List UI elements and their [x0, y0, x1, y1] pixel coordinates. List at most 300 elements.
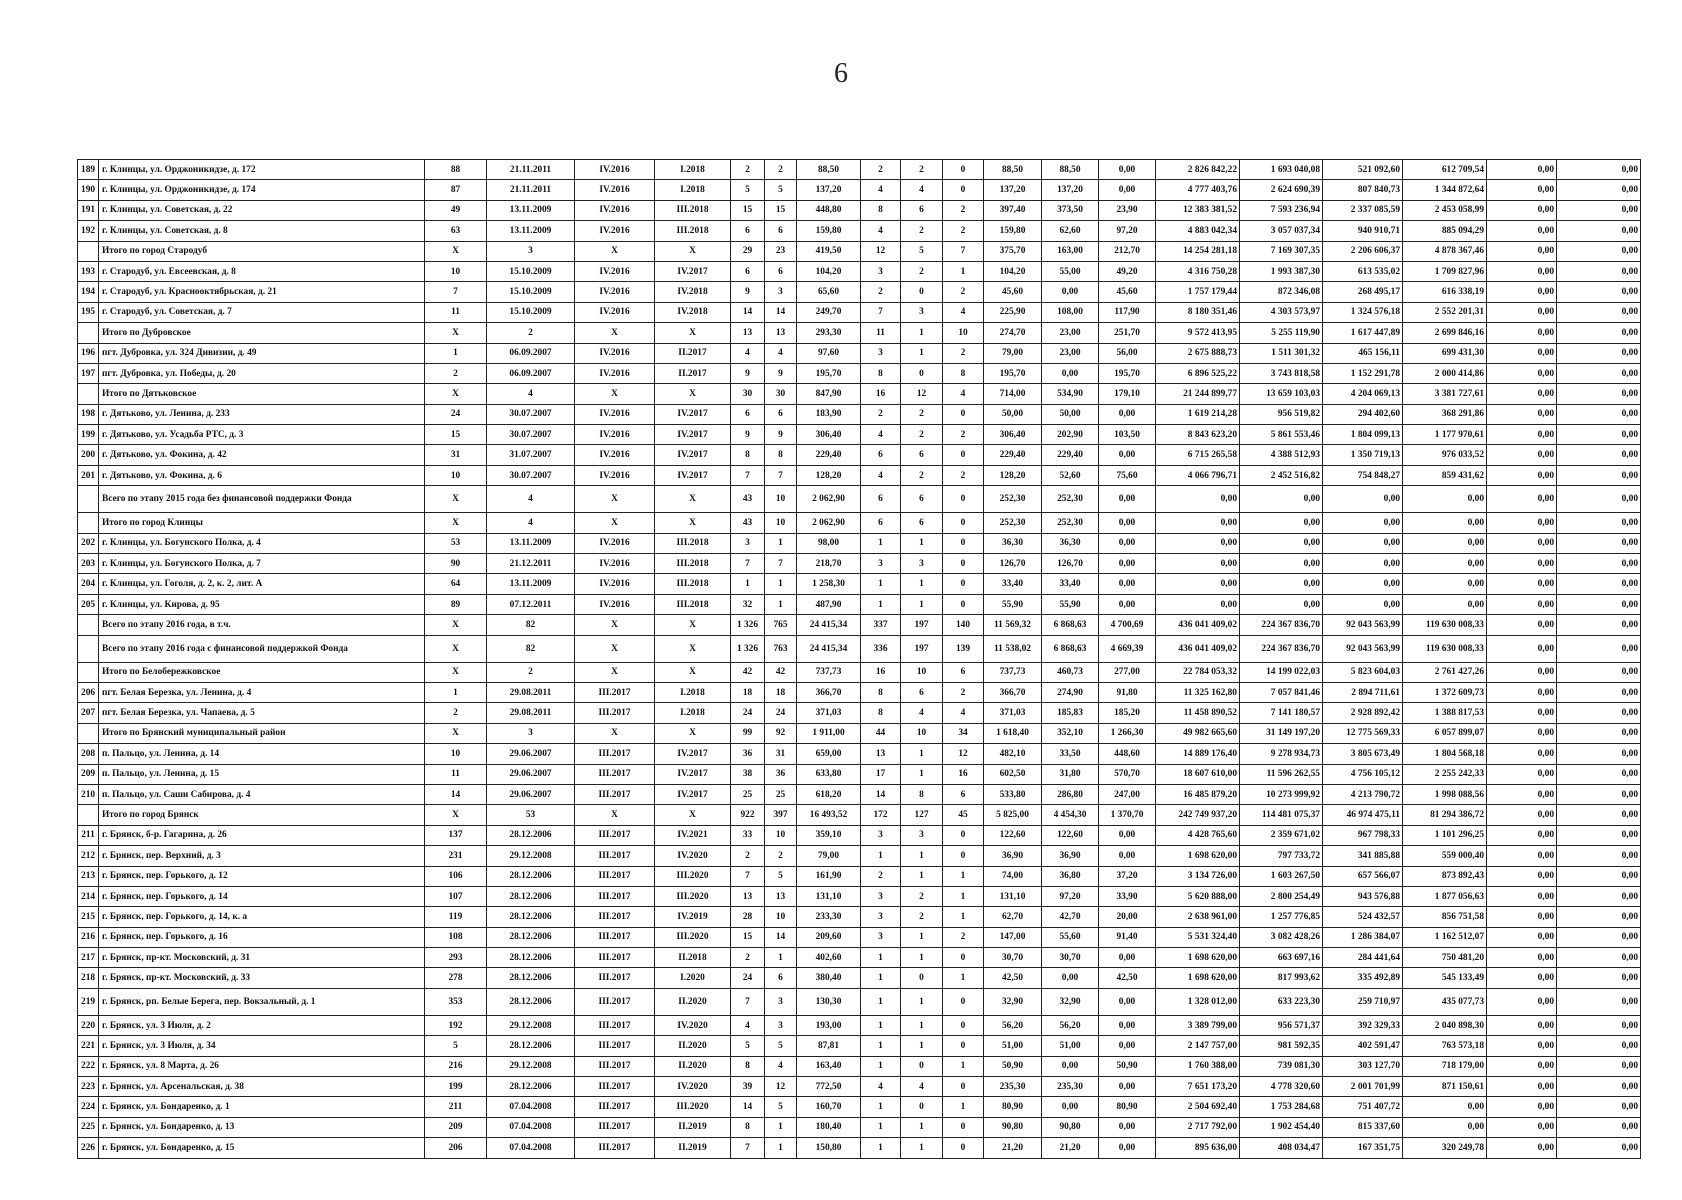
cell-area-total: 487,90	[797, 594, 861, 614]
cell-area-private: 137,20	[1042, 180, 1099, 200]
cell-residents-relocated: 765	[765, 615, 797, 635]
cell-cost-local: 1 162 512,07	[1403, 927, 1487, 947]
cell-residents-relocated: 1	[765, 533, 797, 553]
cell-area-municipal: 1 370,70	[1099, 805, 1156, 825]
cell-row-number: 192	[78, 221, 99, 241]
cell-doc-date: 13.11.2009	[487, 221, 575, 241]
cell-plan-end: II.2019	[655, 1117, 731, 1137]
cell-rooms-private: 1	[901, 574, 943, 594]
cell-cost-region: 284 441,64	[1323, 948, 1403, 968]
cell-doc-date: 28.12.2006	[487, 927, 575, 947]
cell-cost-fund: 2 624 690,39	[1240, 180, 1323, 200]
cell-cost-extra: 0,00	[1487, 1077, 1557, 1097]
cell-address: г. Брянск, ул. 3 Июля, д. 34	[99, 1036, 425, 1056]
cell-cost-fund: 872 346,08	[1240, 282, 1323, 302]
cell-residents-total: 14	[731, 1097, 765, 1117]
cell-rooms-municipal: 1	[943, 907, 984, 927]
cell-rooms-private: 10	[901, 662, 943, 682]
cell-area-private: 62,60	[1042, 221, 1099, 241]
cell-doc-date: 4	[487, 486, 575, 513]
cell-doc-number: 10	[425, 465, 487, 485]
cell-residents-total: 28	[731, 907, 765, 927]
cell-cost-other: 0,00	[1557, 425, 1641, 445]
cell-cost-local: 0,00	[1403, 513, 1487, 533]
cell-area-municipal: 0,00	[1099, 948, 1156, 968]
table-row	[78, 425, 1641, 445]
cell-row-number: 205	[78, 594, 99, 614]
cell-rooms-municipal: 1	[943, 1056, 984, 1076]
cell-area-total: 359,10	[797, 825, 861, 845]
cell-area-private: 229,40	[1042, 445, 1099, 465]
cell-residents-total: 99	[731, 723, 765, 743]
cell-residents-total: 14	[731, 302, 765, 322]
cell-row-number	[78, 486, 99, 513]
cell-cost-local: 435 077,73	[1403, 988, 1487, 1015]
cell-doc-number: 353	[425, 988, 487, 1015]
cell-rooms-total: 8	[861, 200, 901, 220]
cell-cost-region: 0,00	[1323, 486, 1403, 513]
cell-residents-total: 43	[731, 486, 765, 513]
cell-residents-total: 3	[731, 533, 765, 553]
cell-rooms-total: 16	[861, 662, 901, 682]
cell-residents-relocated: 10	[765, 513, 797, 533]
cell-residents-relocated: 10	[765, 486, 797, 513]
cell-residents-relocated: 5	[765, 1036, 797, 1056]
cell-cost-total: 436 041 409,02	[1156, 635, 1240, 662]
cell-doc-number: X	[425, 805, 487, 825]
cell-row-number: 221	[78, 1036, 99, 1056]
cell-area-municipal: 0,00	[1099, 1015, 1156, 1035]
cell-cost-extra: 0,00	[1487, 533, 1557, 553]
cell-residents-total: 7	[731, 465, 765, 485]
cell-cost-total: 8 843 623,20	[1156, 425, 1240, 445]
table-row	[78, 594, 1641, 614]
cell-plan-start: IV.2016	[575, 282, 655, 302]
cell-plan-start: IV.2016	[575, 533, 655, 553]
cell-rooms-total: 4	[861, 425, 901, 445]
cell-residents-relocated: 3	[765, 988, 797, 1015]
cell-cost-other: 0,00	[1557, 764, 1641, 784]
cell-cost-fund: 0,00	[1240, 554, 1323, 574]
cell-cost-other: 0,00	[1557, 886, 1641, 906]
cell-cost-local: 1 709 827,96	[1403, 261, 1487, 281]
cell-row-number: 219	[78, 988, 99, 1015]
cell-residents-relocated: 30	[765, 384, 797, 404]
cell-address: г. Брянск, ул. Бондаренко, д. 1	[99, 1097, 425, 1117]
cell-area-private: 460,73	[1042, 662, 1099, 682]
cell-residents-relocated: 1	[765, 1138, 797, 1158]
cell-doc-number: X	[425, 513, 487, 533]
cell-cost-region: 4 204 069,13	[1323, 384, 1403, 404]
cell-residents-relocated: 3	[765, 282, 797, 302]
cell-rooms-total: 2	[861, 866, 901, 886]
cell-residents-total: 1	[731, 574, 765, 594]
cell-residents-relocated: 1	[765, 1117, 797, 1137]
cell-rooms-municipal: 0	[943, 533, 984, 553]
cell-area-private: 36,30	[1042, 533, 1099, 553]
cell-cost-total: 16 485 879,20	[1156, 784, 1240, 804]
cell-doc-number: 119	[425, 907, 487, 927]
cell-area-municipal: 185,20	[1099, 703, 1156, 723]
cell-cost-other: 0,00	[1557, 635, 1641, 662]
cell-residents-relocated: 13	[765, 886, 797, 906]
cell-rooms-municipal: 1	[943, 886, 984, 906]
cell-cost-other: 0,00	[1557, 384, 1641, 404]
cell-row-number	[78, 723, 99, 743]
subtotal-row	[78, 513, 1641, 533]
cell-cost-region: 392 329,33	[1323, 1015, 1403, 1035]
cell-cost-region: 1 286 384,07	[1323, 927, 1403, 947]
cell-residents-total: 9	[731, 425, 765, 445]
cell-area-municipal: 80,90	[1099, 1097, 1156, 1117]
cell-rooms-total: 1	[861, 1015, 901, 1035]
cell-plan-start: IV.2016	[575, 343, 655, 363]
table-row	[78, 866, 1641, 886]
table-row	[78, 533, 1641, 553]
cell-area-private: 0,00	[1042, 363, 1099, 383]
cell-address: г. Брянск, ул. Бондаренко, д. 15	[99, 1138, 425, 1158]
cell-area-private: 32,90	[1042, 988, 1099, 1015]
cell-rooms-municipal: 2	[943, 927, 984, 947]
cell-cost-local: 0,00	[1403, 594, 1487, 614]
cell-area-relocated: 62,70	[984, 907, 1042, 927]
table-row	[78, 784, 1641, 804]
cell-doc-date: 13.11.2009	[487, 200, 575, 220]
cell-rooms-total: 3	[861, 927, 901, 947]
cell-residents-total: 4	[731, 343, 765, 363]
cell-cost-other: 0,00	[1557, 744, 1641, 764]
cell-area-relocated: 397,40	[984, 200, 1042, 220]
cell-row-number: 224	[78, 1097, 99, 1117]
cell-cost-local: 81 294 386,72	[1403, 805, 1487, 825]
cell-doc-date: 29.08.2011	[487, 682, 575, 702]
cell-cost-fund: 633 223,30	[1240, 988, 1323, 1015]
cell-cost-extra: 0,00	[1487, 343, 1557, 363]
cell-rooms-private: 1	[901, 1138, 943, 1158]
cell-rooms-private: 8	[901, 784, 943, 804]
cell-rooms-private: 2	[901, 465, 943, 485]
cell-row-number: 201	[78, 465, 99, 485]
cell-doc-number: 15	[425, 425, 487, 445]
cell-cost-total: 5 531 324,40	[1156, 927, 1240, 947]
cell-row-number: 209	[78, 764, 99, 784]
cell-plan-start: IV.2016	[575, 363, 655, 383]
cell-rooms-private: 1	[901, 1036, 943, 1056]
subtotal-row	[78, 241, 1641, 261]
cell-plan-start: IV.2016	[575, 425, 655, 445]
cell-cost-local: 1 344 872,64	[1403, 180, 1487, 200]
cell-cost-other: 0,00	[1557, 513, 1641, 533]
cell-cost-region: 268 495,17	[1323, 282, 1403, 302]
cell-rooms-total: 8	[861, 703, 901, 723]
cell-rooms-municipal: 0	[943, 180, 984, 200]
cell-cost-total: 18 607 610,00	[1156, 764, 1240, 784]
cell-doc-date: 29.06.2007	[487, 744, 575, 764]
cell-cost-other: 0,00	[1557, 1117, 1641, 1137]
cell-area-total: 150,80	[797, 1138, 861, 1158]
cell-residents-relocated: 12	[765, 1077, 797, 1097]
cell-residents-total: 2	[731, 948, 765, 968]
cell-cost-other: 0,00	[1557, 282, 1641, 302]
cell-row-number: 210	[78, 784, 99, 804]
cell-doc-date: 29.06.2007	[487, 764, 575, 784]
cell-plan-start: IV.2016	[575, 180, 655, 200]
cell-area-relocated: 137,20	[984, 180, 1042, 200]
cell-rooms-total: 3	[861, 261, 901, 281]
cell-area-municipal: 570,70	[1099, 764, 1156, 784]
cell-cost-region: 294 402,60	[1323, 404, 1403, 424]
cell-cost-local: 2 552 201,31	[1403, 302, 1487, 322]
cell-area-municipal: 4 669,39	[1099, 635, 1156, 662]
cell-rooms-total: 8	[861, 363, 901, 383]
cell-area-municipal: 91,40	[1099, 927, 1156, 947]
table-row	[78, 554, 1641, 574]
cell-cost-region: 341 885,88	[1323, 846, 1403, 866]
cell-cost-region: 402 591,47	[1323, 1036, 1403, 1056]
cell-area-relocated: 229,40	[984, 445, 1042, 465]
cell-area-relocated: 11 538,02	[984, 635, 1042, 662]
cell-rooms-total: 4	[861, 465, 901, 485]
cell-area-private: 252,30	[1042, 513, 1099, 533]
cell-rooms-private: 2	[901, 160, 943, 180]
cell-area-private: 185,83	[1042, 703, 1099, 723]
cell-cost-total: 1 619 214,28	[1156, 404, 1240, 424]
cell-area-total: 366,70	[797, 682, 861, 702]
cell-residents-relocated: 3	[765, 1015, 797, 1035]
cell-rooms-private: 1	[901, 948, 943, 968]
cell-rooms-municipal: 0	[943, 513, 984, 533]
cell-doc-date: 29.06.2007	[487, 784, 575, 804]
cell-rooms-private: 0	[901, 282, 943, 302]
cell-residents-relocated: 763	[765, 635, 797, 662]
cell-area-relocated: 21,20	[984, 1138, 1042, 1158]
cell-cost-extra: 0,00	[1487, 486, 1557, 513]
cell-area-total: 183,90	[797, 404, 861, 424]
cell-residents-total: 7	[731, 554, 765, 574]
cell-doc-number: 278	[425, 968, 487, 988]
cell-cost-region: 521 092,60	[1323, 160, 1403, 180]
cell-area-private: 4 454,30	[1042, 805, 1099, 825]
cell-doc-number: 211	[425, 1097, 487, 1117]
cell-cost-region: 4 213 790,72	[1323, 784, 1403, 804]
cell-doc-date: 07.04.2008	[487, 1138, 575, 1158]
table-row	[78, 948, 1641, 968]
cell-rooms-total: 2	[861, 404, 901, 424]
cell-row-number	[78, 323, 99, 343]
cell-row-number: 199	[78, 425, 99, 445]
cell-doc-date: 53	[487, 805, 575, 825]
cell-address: г. Дятьково, ул. Фокина, д. 42	[99, 445, 425, 465]
cell-rooms-municipal: 16	[943, 764, 984, 784]
cell-cost-total: 2 826 842,22	[1156, 160, 1240, 180]
cell-plan-start: X	[575, 241, 655, 261]
cell-rooms-municipal: 45	[943, 805, 984, 825]
cell-rooms-private: 6	[901, 445, 943, 465]
cell-cost-total: 4 428 765,60	[1156, 825, 1240, 845]
cell-plan-end: II.2017	[655, 343, 731, 363]
cell-rooms-total: 1	[861, 1138, 901, 1158]
cell-rooms-private: 3	[901, 825, 943, 845]
cell-doc-number: X	[425, 662, 487, 682]
cell-residents-relocated: 92	[765, 723, 797, 743]
cell-area-relocated: 371,03	[984, 703, 1042, 723]
cell-rooms-municipal: 1	[943, 1097, 984, 1117]
cell-rooms-municipal: 1	[943, 866, 984, 886]
cell-rooms-private: 0	[901, 363, 943, 383]
cell-area-municipal: 37,20	[1099, 866, 1156, 886]
cell-plan-start: III.2017	[575, 682, 655, 702]
cell-area-relocated: 88,50	[984, 160, 1042, 180]
cell-rooms-private: 1	[901, 866, 943, 886]
cell-doc-date: 3	[487, 241, 575, 261]
cell-cost-total: 3 134 726,00	[1156, 866, 1240, 886]
cell-cost-local: 976 033,52	[1403, 445, 1487, 465]
cell-cost-local: 2 761 427,26	[1403, 662, 1487, 682]
cell-residents-relocated: 5	[765, 866, 797, 886]
cell-row-number: 195	[78, 302, 99, 322]
cell-area-relocated: 225,90	[984, 302, 1042, 322]
cell-area-municipal: 0,00	[1099, 513, 1156, 533]
cell-area-municipal: 0,00	[1099, 988, 1156, 1015]
cell-rooms-total: 11	[861, 323, 901, 343]
cell-area-private: 56,20	[1042, 1015, 1099, 1035]
cell-doc-date: 07.12.2011	[487, 594, 575, 614]
cell-residents-relocated: 1	[765, 594, 797, 614]
cell-cost-total: 436 041 409,02	[1156, 615, 1240, 635]
cell-cost-other: 0,00	[1557, 1138, 1641, 1158]
cell-rooms-municipal: 0	[943, 1015, 984, 1035]
cell-area-municipal: 56,00	[1099, 343, 1156, 363]
cell-plan-start: III.2017	[575, 1015, 655, 1035]
cell-rooms-private: 4	[901, 703, 943, 723]
cell-doc-date: 30.07.2007	[487, 404, 575, 424]
cell-address: пгт. Дубровка, ул. Победы, д. 20	[99, 363, 425, 383]
cell-doc-date: 28.12.2006	[487, 886, 575, 906]
cell-cost-fund: 2 452 516,82	[1240, 465, 1323, 485]
cell-cost-total: 0,00	[1156, 594, 1240, 614]
cell-area-private: 202,90	[1042, 425, 1099, 445]
cell-doc-number: 89	[425, 594, 487, 614]
cell-row-number: 226	[78, 1138, 99, 1158]
cell-cost-total: 2 147 757,00	[1156, 1036, 1240, 1056]
cell-rooms-total: 3	[861, 825, 901, 845]
cell-plan-start: III.2017	[575, 866, 655, 886]
cell-cost-extra: 0,00	[1487, 662, 1557, 682]
cell-cost-local: 119 630 008,33	[1403, 635, 1487, 662]
cell-cost-extra: 0,00	[1487, 221, 1557, 241]
cell-cost-fund: 956 571,37	[1240, 1015, 1323, 1035]
cell-doc-number: 2	[425, 703, 487, 723]
cell-rooms-private: 2	[901, 221, 943, 241]
cell-rooms-total: 336	[861, 635, 901, 662]
cell-cost-other: 0,00	[1557, 615, 1641, 635]
cell-doc-number: 209	[425, 1117, 487, 1137]
cell-cost-other: 0,00	[1557, 574, 1641, 594]
cell-cost-fund: 9 278 934,73	[1240, 744, 1323, 764]
cell-row-number: 203	[78, 554, 99, 574]
cell-cost-fund: 31 149 197,20	[1240, 723, 1323, 743]
cell-address: Итого по Брянский муниципальный район	[99, 723, 425, 743]
cell-cost-extra: 0,00	[1487, 282, 1557, 302]
cell-residents-relocated: 24	[765, 703, 797, 723]
cell-row-number	[78, 635, 99, 662]
cell-address: г. Брянск, ул. Бондаренко, д. 13	[99, 1117, 425, 1137]
cell-cost-region: 167 351,75	[1323, 1138, 1403, 1158]
cell-area-total: 163,40	[797, 1056, 861, 1076]
cell-cost-other: 0,00	[1557, 1015, 1641, 1035]
cell-area-total: 633,80	[797, 764, 861, 784]
cell-row-number: 217	[78, 948, 99, 968]
cell-residents-total: 24	[731, 968, 765, 988]
cell-rooms-private: 1	[901, 764, 943, 784]
cell-cost-fund: 1 257 776,85	[1240, 907, 1323, 927]
cell-area-total: 847,90	[797, 384, 861, 404]
cell-rooms-total: 1	[861, 948, 901, 968]
cell-cost-region: 1 324 576,18	[1323, 302, 1403, 322]
cell-plan-end: X	[655, 805, 731, 825]
cell-area-total: 306,40	[797, 425, 861, 445]
cell-plan-start: III.2017	[575, 1036, 655, 1056]
cell-plan-start: X	[575, 615, 655, 635]
cell-plan-start: III.2017	[575, 784, 655, 804]
cell-cost-fund: 13 659 103,03	[1240, 384, 1323, 404]
cell-doc-date: 28.12.2006	[487, 907, 575, 927]
cell-cost-total: 0,00	[1156, 554, 1240, 574]
cell-area-total: 2 062,90	[797, 513, 861, 533]
cell-rooms-municipal: 1	[943, 968, 984, 988]
cell-plan-end: III.2018	[655, 554, 731, 574]
cell-rooms-municipal: 139	[943, 635, 984, 662]
cell-cost-extra: 0,00	[1487, 160, 1557, 180]
cell-area-relocated: 274,70	[984, 323, 1042, 343]
cell-row-number	[78, 513, 99, 533]
cell-doc-number: 2	[425, 363, 487, 383]
cell-rooms-private: 2	[901, 425, 943, 445]
table-row	[78, 1097, 1641, 1117]
cell-plan-end: IV.2017	[655, 764, 731, 784]
cell-rooms-private: 2	[901, 404, 943, 424]
cell-cost-region: 1 804 099,13	[1323, 425, 1403, 445]
cell-rooms-total: 1	[861, 594, 901, 614]
cell-address: г. Дятьково, ул. Фокина, д. 6	[99, 465, 425, 485]
cell-residents-total: 30	[731, 384, 765, 404]
cell-area-private: 51,00	[1042, 1036, 1099, 1056]
cell-cost-region: 1 152 291,78	[1323, 363, 1403, 383]
cell-address: г. Брянск, ул. 8 Марта, д. 26	[99, 1056, 425, 1076]
cell-cost-extra: 0,00	[1487, 323, 1557, 343]
cell-area-municipal: 45,60	[1099, 282, 1156, 302]
cell-residents-relocated: 1	[765, 574, 797, 594]
cell-cost-region: 940 910,71	[1323, 221, 1403, 241]
cell-plan-start: III.2017	[575, 927, 655, 947]
cell-area-total: 402,60	[797, 948, 861, 968]
cell-plan-start: X	[575, 662, 655, 682]
cell-plan-start: III.2017	[575, 1097, 655, 1117]
cell-area-private: 0,00	[1042, 282, 1099, 302]
cell-plan-end: IV.2018	[655, 282, 731, 302]
cell-cost-other: 0,00	[1557, 323, 1641, 343]
cell-cost-other: 0,00	[1557, 594, 1641, 614]
cell-residents-relocated: 9	[765, 425, 797, 445]
cell-cost-other: 0,00	[1557, 241, 1641, 261]
cell-area-total: 448,80	[797, 200, 861, 220]
cell-rooms-municipal: 6	[943, 662, 984, 682]
cell-doc-date: 06.09.2007	[487, 343, 575, 363]
cell-rooms-municipal: 0	[943, 1117, 984, 1137]
cell-doc-date: 28.12.2006	[487, 968, 575, 988]
cell-doc-number: 88	[425, 160, 487, 180]
cell-doc-number: 24	[425, 404, 487, 424]
